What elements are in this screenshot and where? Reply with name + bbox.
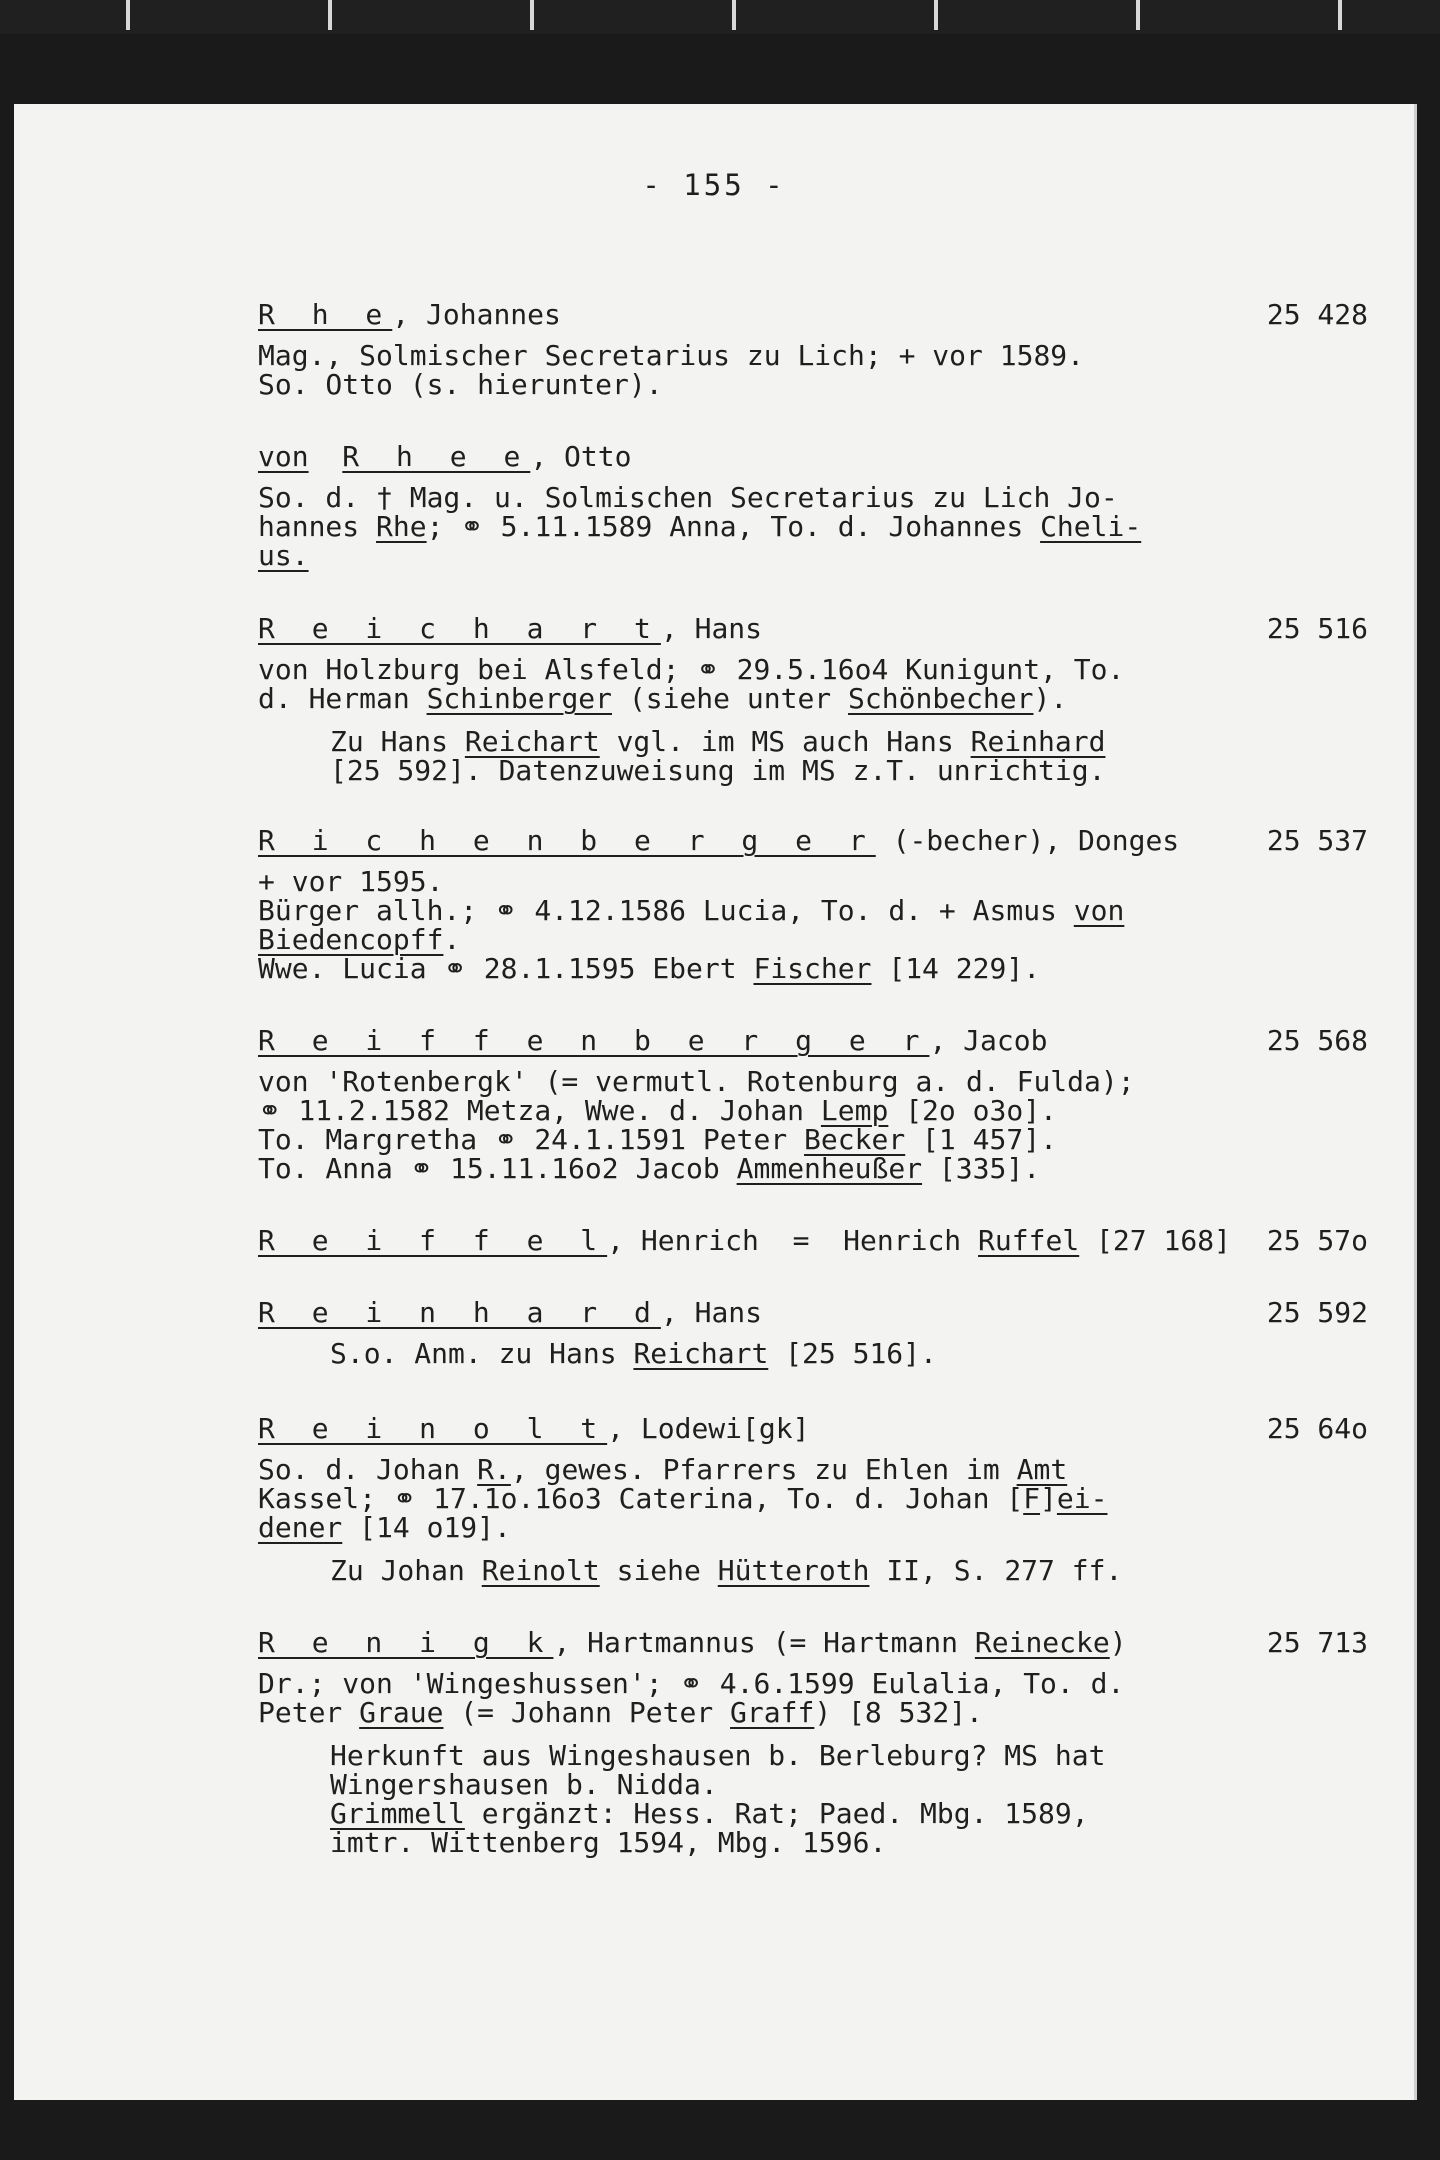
- entry-text: Kassel; ⚭ 17.1o.16o3 Caterina, To. d. Johan [: [258, 1482, 1024, 1515]
- cross-reference: Hütteroth: [717, 1554, 870, 1587]
- cross-reference: Biedencopff: [258, 923, 444, 956]
- entry-text: To. Margretha ⚭ 24.1.1591 Peter: [258, 1123, 805, 1156]
- entry-text: Peter: [258, 1696, 360, 1729]
- entry-surname: R e i f f e l: [258, 1224, 608, 1257]
- cross-reference: Cheli-: [1040, 510, 1142, 543]
- cross-reference: Reichart: [464, 725, 600, 758]
- entry-text: .: [443, 923, 461, 956]
- entry-text: hannes: [258, 510, 377, 543]
- ruler-tick: [934, 0, 938, 30]
- cross-reference: Ammenheußer: [736, 1152, 923, 1185]
- entry-line: + vor 1595.: [258, 865, 444, 898]
- note-text: S.o. Anm. zu Hans: [330, 1337, 634, 1370]
- entry-prefix: von: [258, 440, 309, 473]
- entry-renigk-hartmannus: [258, 1628, 1368, 1857]
- cross-reference: Schönbecher: [848, 682, 1034, 715]
- note-text: siehe: [599, 1554, 718, 1587]
- ruler-tick: [732, 0, 736, 30]
- entry-reiffenberger-jacob: [258, 1026, 1368, 1183]
- entry-reiffel-henrich: [258, 1226, 1368, 1255]
- note-text: vgl. im MS auch Hans: [599, 725, 971, 758]
- entry-von-rhee-otto: [258, 442, 1368, 570]
- cross-reference: R.: [477, 1453, 511, 1486]
- entry-given: , Henrich = Henrich: [607, 1224, 979, 1257]
- entry-line: von 'Rotenbergk' (= vermutl. Rotenburg a. d. Fulda);: [258, 1065, 1135, 1098]
- cross-reference: Grimmell: [330, 1797, 465, 1830]
- entry-text: (siehe unter: [612, 682, 849, 715]
- entry-text: [2o o3o].: [888, 1094, 1057, 1127]
- cross-reference: Lemp: [820, 1094, 889, 1127]
- entry-given: , Jacob: [929, 1024, 1048, 1057]
- note-line: Wingershausen b. Nidda.: [330, 1768, 718, 1801]
- cross-reference: Graff: [730, 1696, 815, 1729]
- entry-text: ; ⚭ 5.11.1589 Anna, To. d. Johannes: [426, 510, 1041, 543]
- entry-text: ) [8 532].: [814, 1696, 983, 1729]
- entry-text: d. Herman: [258, 682, 427, 715]
- entry-text: ): [1109, 1626, 1127, 1659]
- cross-reference: Ruffel: [978, 1224, 1080, 1257]
- entry-given: , Otto: [530, 440, 632, 473]
- entry-text: [14 o19].: [342, 1511, 511, 1544]
- note-text: Zu Hans: [330, 725, 465, 758]
- entry-given: , Hans: [660, 1296, 763, 1329]
- entry-surname: R h e: [258, 298, 393, 331]
- entry-line: von Holzburg bei Alsfeld; ⚭ 29.5.16o4 Kunigunt, To.: [258, 653, 1125, 686]
- entry-given: , Hans: [660, 612, 763, 645]
- note-line: [25 592]. Datenzuweisung im MS z.T. unrichtig.: [330, 754, 1106, 787]
- entry-given: , Hartmannus (= Hartmann: [553, 1626, 975, 1659]
- entry-text: [1 457].: [905, 1123, 1057, 1156]
- cross-reference: Becker: [804, 1123, 906, 1156]
- entry-reinhard-hans: [258, 1298, 1368, 1368]
- cross-reference: F: [1023, 1482, 1041, 1515]
- entry-text: (= Johann Peter: [443, 1696, 731, 1729]
- cross-reference: us.: [258, 539, 309, 572]
- entry-text: ⚭ 11.2.1582 Metza, Wwe. d. Johan: [258, 1094, 821, 1127]
- cross-reference: dener: [258, 1511, 343, 1544]
- scanner-top-strip: [0, 0, 1440, 34]
- entry-text: , gewes. Pfarrers zu Ehlen im: [510, 1453, 1017, 1486]
- entry-surname: R e i c h a r t: [258, 612, 661, 645]
- entry-text: ).: [1033, 682, 1068, 715]
- cross-reference: Reinhard: [970, 725, 1106, 758]
- cross-reference: Reinecke: [974, 1626, 1110, 1659]
- ruler-tick: [1136, 0, 1140, 30]
- cross-reference: Graue: [359, 1696, 444, 1729]
- cross-reference: ei-: [1056, 1482, 1108, 1515]
- cross-reference: Schinberger: [426, 682, 613, 715]
- page-number: - 155 -: [642, 168, 786, 202]
- note-text: [25 516].: [768, 1337, 937, 1370]
- entry-ref: 25 64o: [1266, 1412, 1368, 1445]
- entry-reichart-hans: [258, 614, 1368, 785]
- entry-text: [14 229].: [871, 952, 1041, 985]
- ruler-tick: [1338, 0, 1342, 30]
- cross-reference: Reinolt: [481, 1554, 600, 1587]
- entry-ref: 25 516: [1266, 612, 1368, 645]
- entry-given: , Johannes: [392, 298, 561, 331]
- entry-surname: R e n i g k: [258, 1626, 554, 1659]
- note-text: II, S. 277 ff.: [869, 1554, 1123, 1587]
- note-text: Zu Johan: [330, 1554, 482, 1587]
- entry-surname: R h e e: [342, 440, 531, 473]
- entry-rhe-johannes: [258, 300, 1368, 399]
- entry-text: [335].: [922, 1152, 1041, 1185]
- entry-line: Mag., Solmischer Secretarius zu Lich; + vor 1589.: [258, 339, 1085, 372]
- entry-surname: R e i f f e n b e r g e r: [258, 1024, 930, 1057]
- entry-line: Dr.; von 'Wingeshussen'; ⚭ 4.6.1599 Eulalia, To. d.: [258, 1667, 1125, 1700]
- cross-reference: Reichart: [633, 1337, 769, 1370]
- ruler-tick: [328, 0, 332, 30]
- cross-reference: von: [1073, 894, 1125, 927]
- entry-ref: 25 57o: [1266, 1224, 1368, 1257]
- entry-given: , Lodewi[gk]: [607, 1412, 810, 1445]
- entry-line: So. Otto (s. hierunter).: [258, 368, 663, 401]
- entry-text: [27 168]: [1079, 1224, 1231, 1257]
- ruler-tick: [530, 0, 534, 30]
- document-page: [14, 104, 1417, 2100]
- cross-reference: Fischer: [753, 952, 872, 985]
- note-line: Herkunft aus Wingeshausen b. Berleburg? MS hat: [330, 1739, 1106, 1772]
- entry-text: Bürger allh.; ⚭ 4.12.1586 Lucia, To. d. + Asmus: [258, 894, 1074, 927]
- entry-ref: 25 537: [1266, 824, 1368, 857]
- entry-ref: 25 568: [1266, 1024, 1368, 1057]
- entry-surname: R i c h e n b e r g e r: [258, 824, 876, 857]
- cross-reference: Amt: [1016, 1453, 1068, 1486]
- entry-given: (-becher), Donges: [875, 824, 1180, 857]
- entry-ref: 25 592: [1266, 1296, 1368, 1329]
- entry-surname: R e i n h a r d: [258, 1296, 661, 1329]
- entry-text: To. Anna ⚭ 15.11.16o2 Jacob: [258, 1152, 737, 1185]
- entry-text: So. d. Johan: [258, 1453, 478, 1486]
- entry-text: Wwe. Lucia ⚭ 28.1.1595 Ebert: [258, 952, 754, 985]
- entry-surname: R e i n o l t: [258, 1412, 608, 1445]
- entry-ref: 25 713: [1266, 1626, 1368, 1659]
- entry-line: So. d. † Mag. u. Solmischen Secretarius zu Lich Jo-: [258, 481, 1118, 514]
- note-line: imtr. Wittenberg 1594, Mbg. 1596.: [330, 1826, 887, 1859]
- cross-reference: Rhe: [376, 510, 427, 543]
- entry-text: ]: [1040, 1482, 1057, 1515]
- entry-reinolt-lodewigk: [258, 1414, 1368, 1585]
- ruler-tick: [126, 0, 130, 30]
- note-text: ergänzt: Hess. Rat; Paed. Mbg. 1589,: [464, 1797, 1089, 1830]
- entry-richenberger-donges: [258, 826, 1368, 983]
- entry-ref: 25 428: [1266, 298, 1368, 331]
